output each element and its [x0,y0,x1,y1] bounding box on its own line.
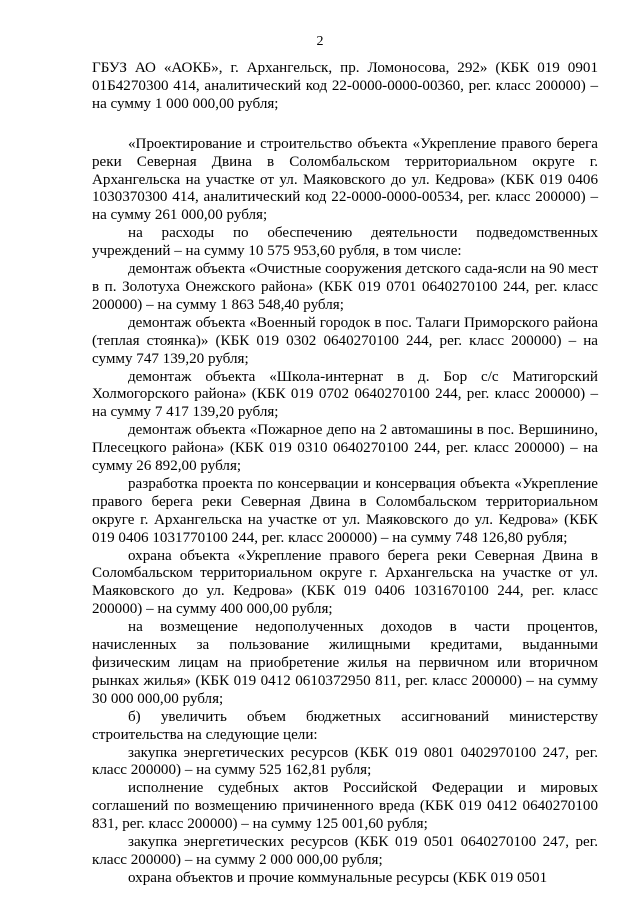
paragraph-4: демонтаж объекта «Очистные сооружения детского сада-ясли на 90 мест в п. Золотуха Онежского района» (КБК 019 0701 0640270100 244, рег. класс 200000) – на сумму 1 863 548,40 рубля; [92,261,598,313]
document-body [92,60,598,888]
paragraph-8: разработка проекта по консервации и консервация объекта «Укрепление правого берега реки Северная Двина в Соломбальском территориальном округе г. Архангельска на участке от ул. Маяковского до ул. Кедрова» (КБК 019 0406 1031770100 244, рег. класс 200000) – на сумму 748 126,80 рубля; [92,475,598,546]
paragraph-5: демонтаж объекта «Военный городок в пос. Талаги Приморского района (теплая стоянка)» (КБК 019 0302 0640270100 244, рег. класс 200000) – на сумму 747 139,20 рубля; [92,314,598,367]
paragraph-15: охрана объектов и прочие коммунальные ресурсы (КБК 019 0501 [128,869,548,886]
paragraph-3: на расходы по обеспечению деятельности подведомственных учреждений – на сумму 10 575 953,60 рубля, в том числе: [92,225,598,260]
page-number: 2 [316,34,324,49]
paragraph-11: б) увеличить объем бюджетных ассигнований министерству строительства на следующие цели: [92,708,598,743]
paragraph-1: ГБУЗ АО «АОКБ», г. Архангельск, пр. Ломоносова, 292» (КБК 019 0901 01Б4270300 414, аналитический код 22-0000-0000-00360, рег. класс 200000) – на сумму 1 000 000,00 рубля; [92,60,598,112]
paragraph-7: демонтаж объекта «Пожарное депо на 2 автомашины в пос. Вершинино, Плесецкого района» (КБК 019 0310 0640270100 244, рег. класс 200000) – на сумму 26 892,00 рубля; [92,422,598,475]
paragraph-9: охрана объекта «Укрепление правого берега реки Северная Двина в Соломбальском территориальном округе г. Архангельска на участке от ул. Маяковского до ул. Кедрова» (КБК 019 0406 1031670100 244, рег. класс 200000) – на сумму 400 000,00 рубля; [92,547,598,618]
paragraph-12: закупка энергетических ресурсов (КБК 019 0801 0402970100 247, рег. класс 200000) – на сумму 525 162,81 рубля; [92,744,598,779]
paragraph-6: демонтаж объекта «Школа-интернат в д. Бор с/с Матигорский Холмогорского района» (КБК 019 0702 0640270100 244, рег. класс 200000) – на сумму 7 417 139,20 рубля; [92,368,598,421]
paragraph-13: исполнение судебных актов Российской Федерации и мировых соглашений по возмещению причиненного вреда (КБК 019 0412 0640270100 831, рег. класс 200000) – на сумму 125 001,60 рубля; [92,780,598,833]
paragraph-10: на возмещение недополученных доходов в части процентов, начисленных за пользование жилищными кредитами, выданными физическим лицам на приобретение жилья на первичном или вторичном рынках жилья» (КБК 019 0412 0610372950 811, рег. класс 200000) – на сумму 30 000 000,00 рубля; [92,619,598,707]
paragraph-14: закупка энергетических ресурсов (КБК 019 0501 0640270100 247, рег. класс 200000) – на сумму 2 000 000,00 рубля; [92,834,598,868]
paragraph-2: «Проектирование и строительство объекта «Укрепление правого берега реки Северная Двина в Соломбальском территориальном округе г. Архангельска на участке от ул. Маяковского до ул. Кедрова» (КБК 019 0406 1030370300 414, аналитический код 22-0000-0000-00534, рег. класс 200000) – на сумму 261 000,00 рубля; [92,135,598,224]
